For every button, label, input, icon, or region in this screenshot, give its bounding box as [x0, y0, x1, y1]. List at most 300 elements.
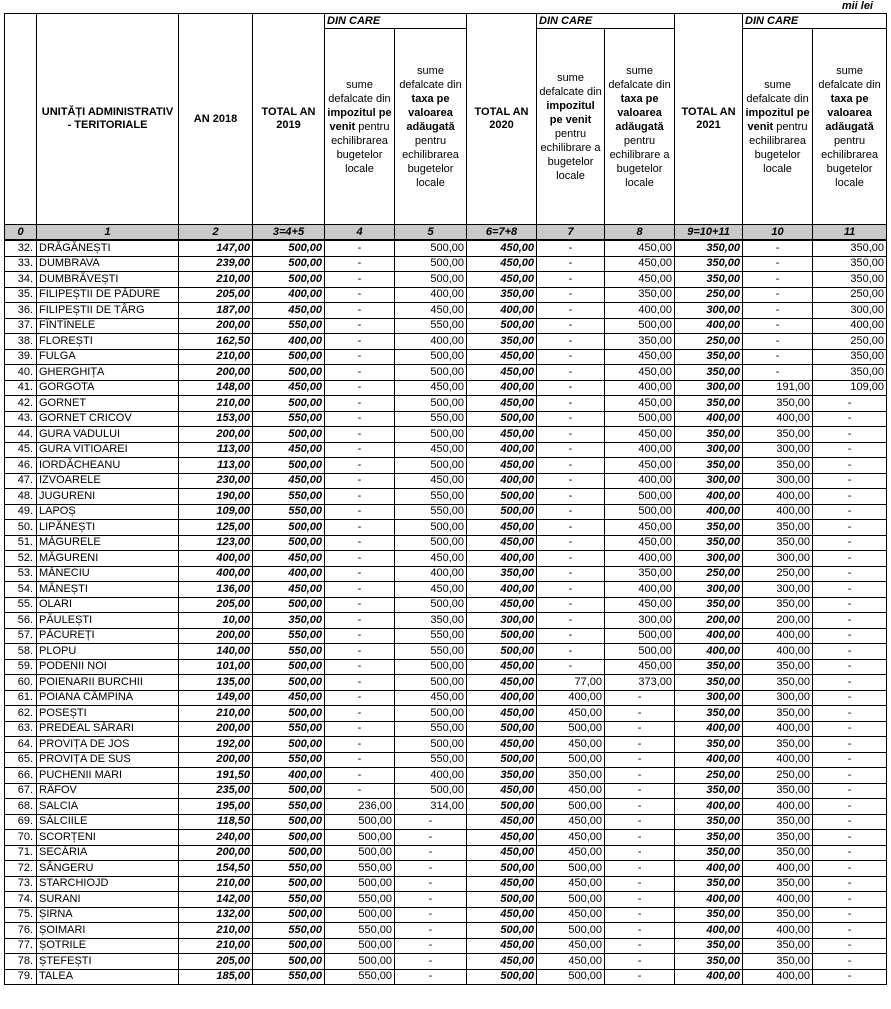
cell-col-7: 400,00	[537, 690, 605, 706]
cell-col-2: 230,00	[179, 473, 253, 489]
cell-col-4: -	[325, 442, 395, 458]
cell-col-3: 500,00	[253, 597, 325, 613]
cell-col-8: -	[605, 876, 675, 892]
cell-col-2: 10,00	[179, 613, 253, 629]
cell-col-0: 48.	[5, 489, 37, 505]
cell-col-1: PĂULEȘTI	[37, 613, 179, 629]
cell-col-8: 350,00	[605, 287, 675, 303]
cell-col-4: -	[325, 427, 395, 443]
cell-col-9: 350,00	[675, 240, 743, 256]
cell-col-8: -	[605, 923, 675, 939]
cell-col-4: -	[325, 783, 395, 799]
cell-col-6: 500,00	[467, 923, 537, 939]
cell-col-0: 43.	[5, 411, 37, 427]
cell-col-11: -	[813, 582, 887, 598]
cell-col-2: 136,00	[179, 582, 253, 598]
header-din-care-2020: DIN CARE	[537, 14, 675, 29]
table-row	[5, 380, 887, 396]
cell-col-9: 400,00	[675, 969, 743, 985]
cell-col-10: 300,00	[743, 473, 813, 489]
cell-col-7: 77,00	[537, 675, 605, 691]
cell-col-2: 200,00	[179, 427, 253, 443]
cell-col-3: 550,00	[253, 861, 325, 877]
cell-col-9: 300,00	[675, 690, 743, 706]
cell-col-9: 400,00	[675, 644, 743, 660]
cell-col-6: 450,00	[467, 845, 537, 861]
cell-col-2: 240,00	[179, 830, 253, 846]
cell-col-1: DRĂGĂNEȘTI	[37, 240, 179, 256]
cell-col-10: 350,00	[743, 396, 813, 412]
cell-col-7: 450,00	[537, 737, 605, 753]
cell-col-3: 500,00	[253, 535, 325, 551]
cell-col-8: -	[605, 690, 675, 706]
table-row	[5, 907, 887, 923]
cell-col-7: -	[537, 380, 605, 396]
cell-col-8: -	[605, 830, 675, 846]
cell-col-11: -	[813, 845, 887, 861]
cell-col-6: 350,00	[467, 566, 537, 582]
cell-col-1: POIANA CÂMPINA	[37, 690, 179, 706]
cell-col-2: 210,00	[179, 938, 253, 954]
cell-col-5: 450,00	[395, 303, 467, 319]
cell-col-4: -	[325, 675, 395, 691]
cell-col-8: 450,00	[605, 256, 675, 272]
cell-col-9: 350,00	[675, 675, 743, 691]
cell-col-5: 550,00	[395, 628, 467, 644]
table-row	[5, 597, 887, 613]
cell-col-8: 400,00	[605, 442, 675, 458]
cell-col-5: 550,00	[395, 318, 467, 334]
cell-col-7: 500,00	[537, 799, 605, 815]
cell-col-3: 400,00	[253, 768, 325, 784]
cell-col-6: 450,00	[467, 365, 537, 381]
cell-col-8: 500,00	[605, 411, 675, 427]
cell-col-0: 57.	[5, 628, 37, 644]
cell-col-0: 78.	[5, 954, 37, 970]
cell-col-5: 550,00	[395, 752, 467, 768]
cell-col-8: 373,00	[605, 675, 675, 691]
cell-col-7: -	[537, 427, 605, 443]
cell-col-7: -	[537, 504, 605, 520]
cell-col-5: 450,00	[395, 690, 467, 706]
cell-col-0: 59.	[5, 659, 37, 675]
cell-col-9: 300,00	[675, 303, 743, 319]
cell-col-6: 500,00	[467, 628, 537, 644]
cell-col-9: 350,00	[675, 349, 743, 365]
cell-col-5: 500,00	[395, 240, 467, 256]
table-row	[5, 287, 887, 303]
cell-col-6: 350,00	[467, 768, 537, 784]
cell-col-9: 350,00	[675, 520, 743, 536]
cell-col-7: 450,00	[537, 706, 605, 722]
cell-col-9: 350,00	[675, 659, 743, 675]
table-row	[5, 690, 887, 706]
header-total2020: TOTAL AN 2020	[467, 14, 537, 225]
cell-col-10: 350,00	[743, 938, 813, 954]
cell-col-3: 550,00	[253, 721, 325, 737]
cell-col-2: 162,50	[179, 334, 253, 350]
cell-col-10: 400,00	[743, 923, 813, 939]
cell-col-4: -	[325, 628, 395, 644]
cell-col-5: 500,00	[395, 458, 467, 474]
cell-col-7: 450,00	[537, 830, 605, 846]
cell-col-5: 400,00	[395, 768, 467, 784]
cell-col-2: 210,00	[179, 923, 253, 939]
cell-col-4: -	[325, 659, 395, 675]
cell-col-6: 500,00	[467, 892, 537, 908]
cell-col-6: 450,00	[467, 458, 537, 474]
cell-col-4: -	[325, 737, 395, 753]
cell-col-10: 400,00	[743, 411, 813, 427]
cell-col-9: 300,00	[675, 582, 743, 598]
cell-col-9: 400,00	[675, 923, 743, 939]
cell-col-11: 250,00	[813, 287, 887, 303]
cell-col-7: -	[537, 303, 605, 319]
cell-col-4: -	[325, 489, 395, 505]
cell-col-8: 450,00	[605, 597, 675, 613]
cell-col-1: OLARI	[37, 597, 179, 613]
cell-col-4: -	[325, 396, 395, 412]
cell-col-11: -	[813, 597, 887, 613]
cell-col-11: 350,00	[813, 349, 887, 365]
cell-col-3: 500,00	[253, 737, 325, 753]
cell-col-3: 550,00	[253, 489, 325, 505]
cell-col-0: 34.	[5, 272, 37, 288]
cell-col-10: 350,00	[743, 706, 813, 722]
cell-col-0: 70.	[5, 830, 37, 846]
cell-col-8: 450,00	[605, 365, 675, 381]
cell-col-6: 450,00	[467, 876, 537, 892]
cell-col-11: -	[813, 473, 887, 489]
colnum-4: 4	[325, 225, 395, 241]
cell-col-1: GURA VADULUI	[37, 427, 179, 443]
cell-col-10: 300,00	[743, 551, 813, 567]
cell-col-7: -	[537, 396, 605, 412]
cell-col-9: 400,00	[675, 752, 743, 768]
cell-col-6: 450,00	[467, 830, 537, 846]
header-impozit-2021: sume defalcate din impozitul pe venit pentru echilibrarea bugetelor locale	[743, 29, 813, 225]
cell-col-7: -	[537, 240, 605, 256]
cell-col-1: MĂNECIU	[37, 566, 179, 582]
cell-col-9: 300,00	[675, 380, 743, 396]
cell-col-10: 400,00	[743, 752, 813, 768]
cell-col-0: 61.	[5, 690, 37, 706]
cell-col-3: 500,00	[253, 256, 325, 272]
cell-col-2: 153,00	[179, 411, 253, 427]
cell-col-10: 350,00	[743, 845, 813, 861]
colnum-9: 9=10+11	[675, 225, 743, 241]
cell-col-3: 500,00	[253, 427, 325, 443]
header-din-care-2019: DIN CARE	[325, 14, 467, 29]
cell-col-1: LAPOȘ	[37, 504, 179, 520]
cell-col-4: -	[325, 303, 395, 319]
cell-col-1: ȘTEFEȘTI	[37, 954, 179, 970]
cell-col-9: 350,00	[675, 535, 743, 551]
cell-col-2: 109,00	[179, 504, 253, 520]
cell-col-0: 79.	[5, 969, 37, 985]
cell-col-0: 55.	[5, 597, 37, 613]
cell-col-4: -	[325, 240, 395, 256]
cell-col-4: 500,00	[325, 954, 395, 970]
table-row	[5, 240, 887, 256]
cell-col-11: -	[813, 752, 887, 768]
cell-col-4: -	[325, 644, 395, 660]
cell-col-10: 350,00	[743, 520, 813, 536]
cell-col-5: 500,00	[395, 427, 467, 443]
table-row	[5, 830, 887, 846]
cell-col-5: 500,00	[395, 272, 467, 288]
cell-col-8: 500,00	[605, 644, 675, 660]
cell-col-1: FLOREȘTI	[37, 334, 179, 350]
cell-col-8: 500,00	[605, 318, 675, 334]
cell-col-2: 205,00	[179, 287, 253, 303]
cell-col-9: 250,00	[675, 768, 743, 784]
cell-col-6: 400,00	[467, 582, 537, 598]
cell-col-1: DUMBRĂVEȘTI	[37, 272, 179, 288]
cell-col-11: -	[813, 504, 887, 520]
cell-col-10: 400,00	[743, 628, 813, 644]
cell-col-4: -	[325, 566, 395, 582]
cell-col-10: -	[743, 303, 813, 319]
cell-col-11: -	[813, 830, 887, 846]
cell-col-10: 300,00	[743, 582, 813, 598]
cell-col-9: 350,00	[675, 737, 743, 753]
cell-col-11: -	[813, 799, 887, 815]
cell-col-0: 50.	[5, 520, 37, 536]
cell-col-3: 450,00	[253, 380, 325, 396]
cell-col-3: 500,00	[253, 938, 325, 954]
header-din-care-2021: DIN CARE	[743, 14, 887, 29]
cell-col-5: 550,00	[395, 411, 467, 427]
cell-col-8: -	[605, 752, 675, 768]
cell-col-3: 400,00	[253, 334, 325, 350]
cell-col-4: -	[325, 458, 395, 474]
cell-col-8: -	[605, 737, 675, 753]
cell-col-0: 63.	[5, 721, 37, 737]
cell-col-8: 500,00	[605, 628, 675, 644]
cell-col-9: 400,00	[675, 411, 743, 427]
cell-col-8: -	[605, 861, 675, 877]
cell-col-5: -	[395, 830, 467, 846]
cell-col-1: GORGOTA	[37, 380, 179, 396]
table-row	[5, 349, 887, 365]
cell-col-2: 210,00	[179, 396, 253, 412]
cell-col-6: 450,00	[467, 737, 537, 753]
table-row	[5, 442, 887, 458]
table-row	[5, 969, 887, 985]
cell-col-8: 450,00	[605, 349, 675, 365]
cell-col-4: -	[325, 504, 395, 520]
cell-col-11: -	[813, 706, 887, 722]
cell-col-6: 450,00	[467, 938, 537, 954]
cell-col-2: 148,00	[179, 380, 253, 396]
cell-col-8: -	[605, 783, 675, 799]
cell-col-7: 500,00	[537, 969, 605, 985]
cell-col-11: -	[813, 938, 887, 954]
cell-col-4: -	[325, 551, 395, 567]
allocation-table-wrapper	[4, 13, 887, 985]
cell-col-7: -	[537, 411, 605, 427]
cell-col-10: 400,00	[743, 799, 813, 815]
cell-col-0: 52.	[5, 551, 37, 567]
cell-col-3: 550,00	[253, 923, 325, 939]
table-row	[5, 396, 887, 412]
table-row	[5, 721, 887, 737]
table-row	[5, 582, 887, 598]
cell-col-10: 350,00	[743, 458, 813, 474]
cell-col-6: 450,00	[467, 256, 537, 272]
cell-col-7: -	[537, 535, 605, 551]
cell-col-11: 350,00	[813, 365, 887, 381]
cell-col-3: 550,00	[253, 752, 325, 768]
cell-col-6: 450,00	[467, 783, 537, 799]
cell-col-9: 300,00	[675, 551, 743, 567]
cell-col-6: 450,00	[467, 427, 537, 443]
cell-col-3: 500,00	[253, 272, 325, 288]
cell-col-1: PREDEAL SĂRARI	[37, 721, 179, 737]
cell-col-9: 400,00	[675, 799, 743, 815]
colnum-2: 2	[179, 225, 253, 241]
cell-col-2: 185,00	[179, 969, 253, 985]
cell-col-7: 450,00	[537, 814, 605, 830]
cell-col-5: 500,00	[395, 597, 467, 613]
cell-col-0: 58.	[5, 644, 37, 660]
cell-col-7: 450,00	[537, 783, 605, 799]
cell-col-0: 47.	[5, 473, 37, 489]
cell-col-2: 147,00	[179, 240, 253, 256]
cell-col-6: 500,00	[467, 799, 537, 815]
cell-col-0: 74.	[5, 892, 37, 908]
cell-col-0: 32.	[5, 240, 37, 256]
cell-col-10: 300,00	[743, 690, 813, 706]
cell-col-1: SECĂRIA	[37, 845, 179, 861]
header-impozit-2020: sume defalcate din impozitul pe venit pentru echilibrare a bugetelor locale	[537, 29, 605, 225]
header-taxa-2021: sume defalcate din taxa pe valoarea adăugată pentru echilibrarea bugetelor locale	[813, 29, 887, 225]
cell-col-1: PROVIȚA DE SUS	[37, 752, 179, 768]
cell-col-10: -	[743, 256, 813, 272]
cell-col-11: -	[813, 613, 887, 629]
cell-col-5: 314,00	[395, 799, 467, 815]
cell-col-9: 350,00	[675, 396, 743, 412]
cell-col-6: 300,00	[467, 613, 537, 629]
cell-col-5: -	[395, 876, 467, 892]
cell-col-1: FILIPEȘTII DE TÂRG	[37, 303, 179, 319]
cell-col-4: 500,00	[325, 845, 395, 861]
cell-col-3: 550,00	[253, 644, 325, 660]
cell-col-4: 500,00	[325, 907, 395, 923]
header-impozit-2019: sume defalcate din impozitul pe venit pentru echilibrarea bugetelor locale	[325, 29, 395, 225]
cell-col-3: 500,00	[253, 659, 325, 675]
cell-col-4: -	[325, 721, 395, 737]
cell-col-5: 500,00	[395, 659, 467, 675]
cell-col-8: -	[605, 938, 675, 954]
cell-col-9: 350,00	[675, 458, 743, 474]
table-row	[5, 752, 887, 768]
cell-col-0: 46.	[5, 458, 37, 474]
cell-col-4: 550,00	[325, 892, 395, 908]
cell-col-10: 350,00	[743, 535, 813, 551]
cell-col-5: 500,00	[395, 396, 467, 412]
cell-col-11: -	[813, 551, 887, 567]
cell-col-1: MĂGURENI	[37, 551, 179, 567]
cell-col-10: 350,00	[743, 783, 813, 799]
cell-col-6: 500,00	[467, 752, 537, 768]
cell-col-6: 500,00	[467, 721, 537, 737]
cell-col-6: 450,00	[467, 814, 537, 830]
cell-col-10: 400,00	[743, 644, 813, 660]
table-row	[5, 504, 887, 520]
header-taxa-2020: sume defalcate din taxa pe valoarea adăugată pentru echilibrare a bugetelor locale	[605, 29, 675, 225]
cell-col-4: -	[325, 380, 395, 396]
cell-col-2: 101,00	[179, 659, 253, 675]
table-row	[5, 256, 887, 272]
cell-col-9: 400,00	[675, 721, 743, 737]
cell-col-2: 210,00	[179, 349, 253, 365]
cell-col-5: 400,00	[395, 334, 467, 350]
table-row	[5, 675, 887, 691]
cell-col-0: 66.	[5, 768, 37, 784]
cell-col-9: 350,00	[675, 706, 743, 722]
colnum-5: 5	[395, 225, 467, 241]
colnum-0: 0	[5, 225, 37, 241]
cell-col-2: 123,00	[179, 535, 253, 551]
cell-col-6: 400,00	[467, 473, 537, 489]
cell-col-4: 550,00	[325, 861, 395, 877]
cell-col-7: -	[537, 272, 605, 288]
cell-col-10: 350,00	[743, 737, 813, 753]
table-row	[5, 520, 887, 536]
cell-col-8: 450,00	[605, 458, 675, 474]
cell-col-3: 500,00	[253, 845, 325, 861]
cell-col-7: -	[537, 489, 605, 505]
cell-col-5: -	[395, 923, 467, 939]
cell-col-6: 500,00	[467, 969, 537, 985]
cell-col-6: 450,00	[467, 675, 537, 691]
column-number-row	[5, 225, 887, 241]
cell-col-8: -	[605, 845, 675, 861]
cell-col-4: 500,00	[325, 938, 395, 954]
cell-col-5: 500,00	[395, 256, 467, 272]
cell-col-3: 500,00	[253, 675, 325, 691]
cell-col-1: FÎNTÎNELE	[37, 318, 179, 334]
header-an2018: AN 2018	[179, 14, 253, 225]
cell-col-6: 500,00	[467, 861, 537, 877]
cell-col-5: -	[395, 969, 467, 985]
cell-col-6: 500,00	[467, 504, 537, 520]
cell-col-5: -	[395, 892, 467, 908]
cell-col-1: IORDĂCHEANU	[37, 458, 179, 474]
cell-col-9: 250,00	[675, 287, 743, 303]
cell-col-5: 550,00	[395, 489, 467, 505]
cell-col-10: 200,00	[743, 613, 813, 629]
cell-col-5: 400,00	[395, 287, 467, 303]
cell-col-0: 40.	[5, 365, 37, 381]
table-row	[5, 318, 887, 334]
cell-col-6: 450,00	[467, 520, 537, 536]
cell-col-2: 400,00	[179, 566, 253, 582]
cell-col-2: 125,00	[179, 520, 253, 536]
cell-col-1: JUGURENI	[37, 489, 179, 505]
cell-col-11: -	[813, 411, 887, 427]
cell-col-3: 500,00	[253, 365, 325, 381]
cell-col-6: 500,00	[467, 318, 537, 334]
cell-col-5: -	[395, 954, 467, 970]
cell-col-1: LIPĂNEȘTI	[37, 520, 179, 536]
cell-col-7: -	[537, 458, 605, 474]
cell-col-11: -	[813, 768, 887, 784]
cell-col-10: -	[743, 318, 813, 334]
cell-col-0: 33.	[5, 256, 37, 272]
